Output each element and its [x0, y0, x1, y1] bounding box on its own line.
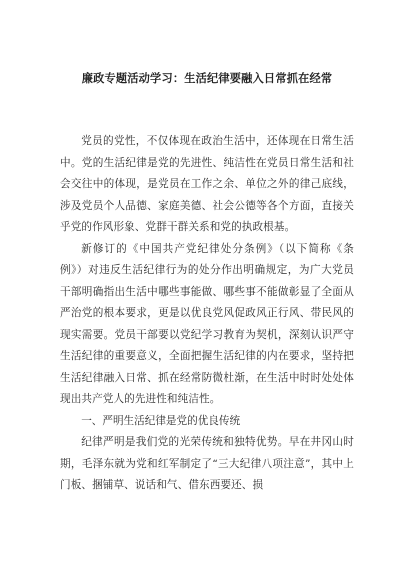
paragraph-3: 纪律严明是我们党的光荣传统和独特优势。早在井冈山时期，毛泽东就为党和红军制定了“三大纪律八项注意”，其中上门板、捆铺草、说话和气、借东西要还、损	[60, 436, 354, 491]
paragraph-2: 新修订的《中国共产党纪律处分条例》（以下简称《条例》）对违反生活纪律行为的处分作出明确规定，为广大党员干部明确指出生活中哪些事能做、哪些事不能做彰显了全面从严治党的根本要求，更是以优良党风促政风正行风、带民风的现实需要。党员干部要以党纪学习教育为契机，深刻认识严守生活纪律的重要意义，全面把握生活纪律的内在要求，坚持把生活纪律融入日常、抓在经常防微杜渐，在生活中时时处处体现出共产党人的先进性和纯洁性。	[60, 242, 354, 405]
section-heading-1: 一、严明生活纪律是党的优良传统	[81, 414, 241, 427]
paragraph-1: 党员的党性，不仅体现在政治生活中，还体现在日常生活中。党的生活纪律是党的先进性、纯洁性在党员日常生活和社会交往中的体现，是党员在工作之余、单位之外的律己底线，涉及党员个人品德、家庭美德、社会公德等各个方面，直接关乎党的作风形象、党群干群关系和党的执政根基。	[60, 135, 354, 233]
document-title: 廉政专题活动学习：生活纪律要融入日常抓在经常	[81, 72, 333, 85]
